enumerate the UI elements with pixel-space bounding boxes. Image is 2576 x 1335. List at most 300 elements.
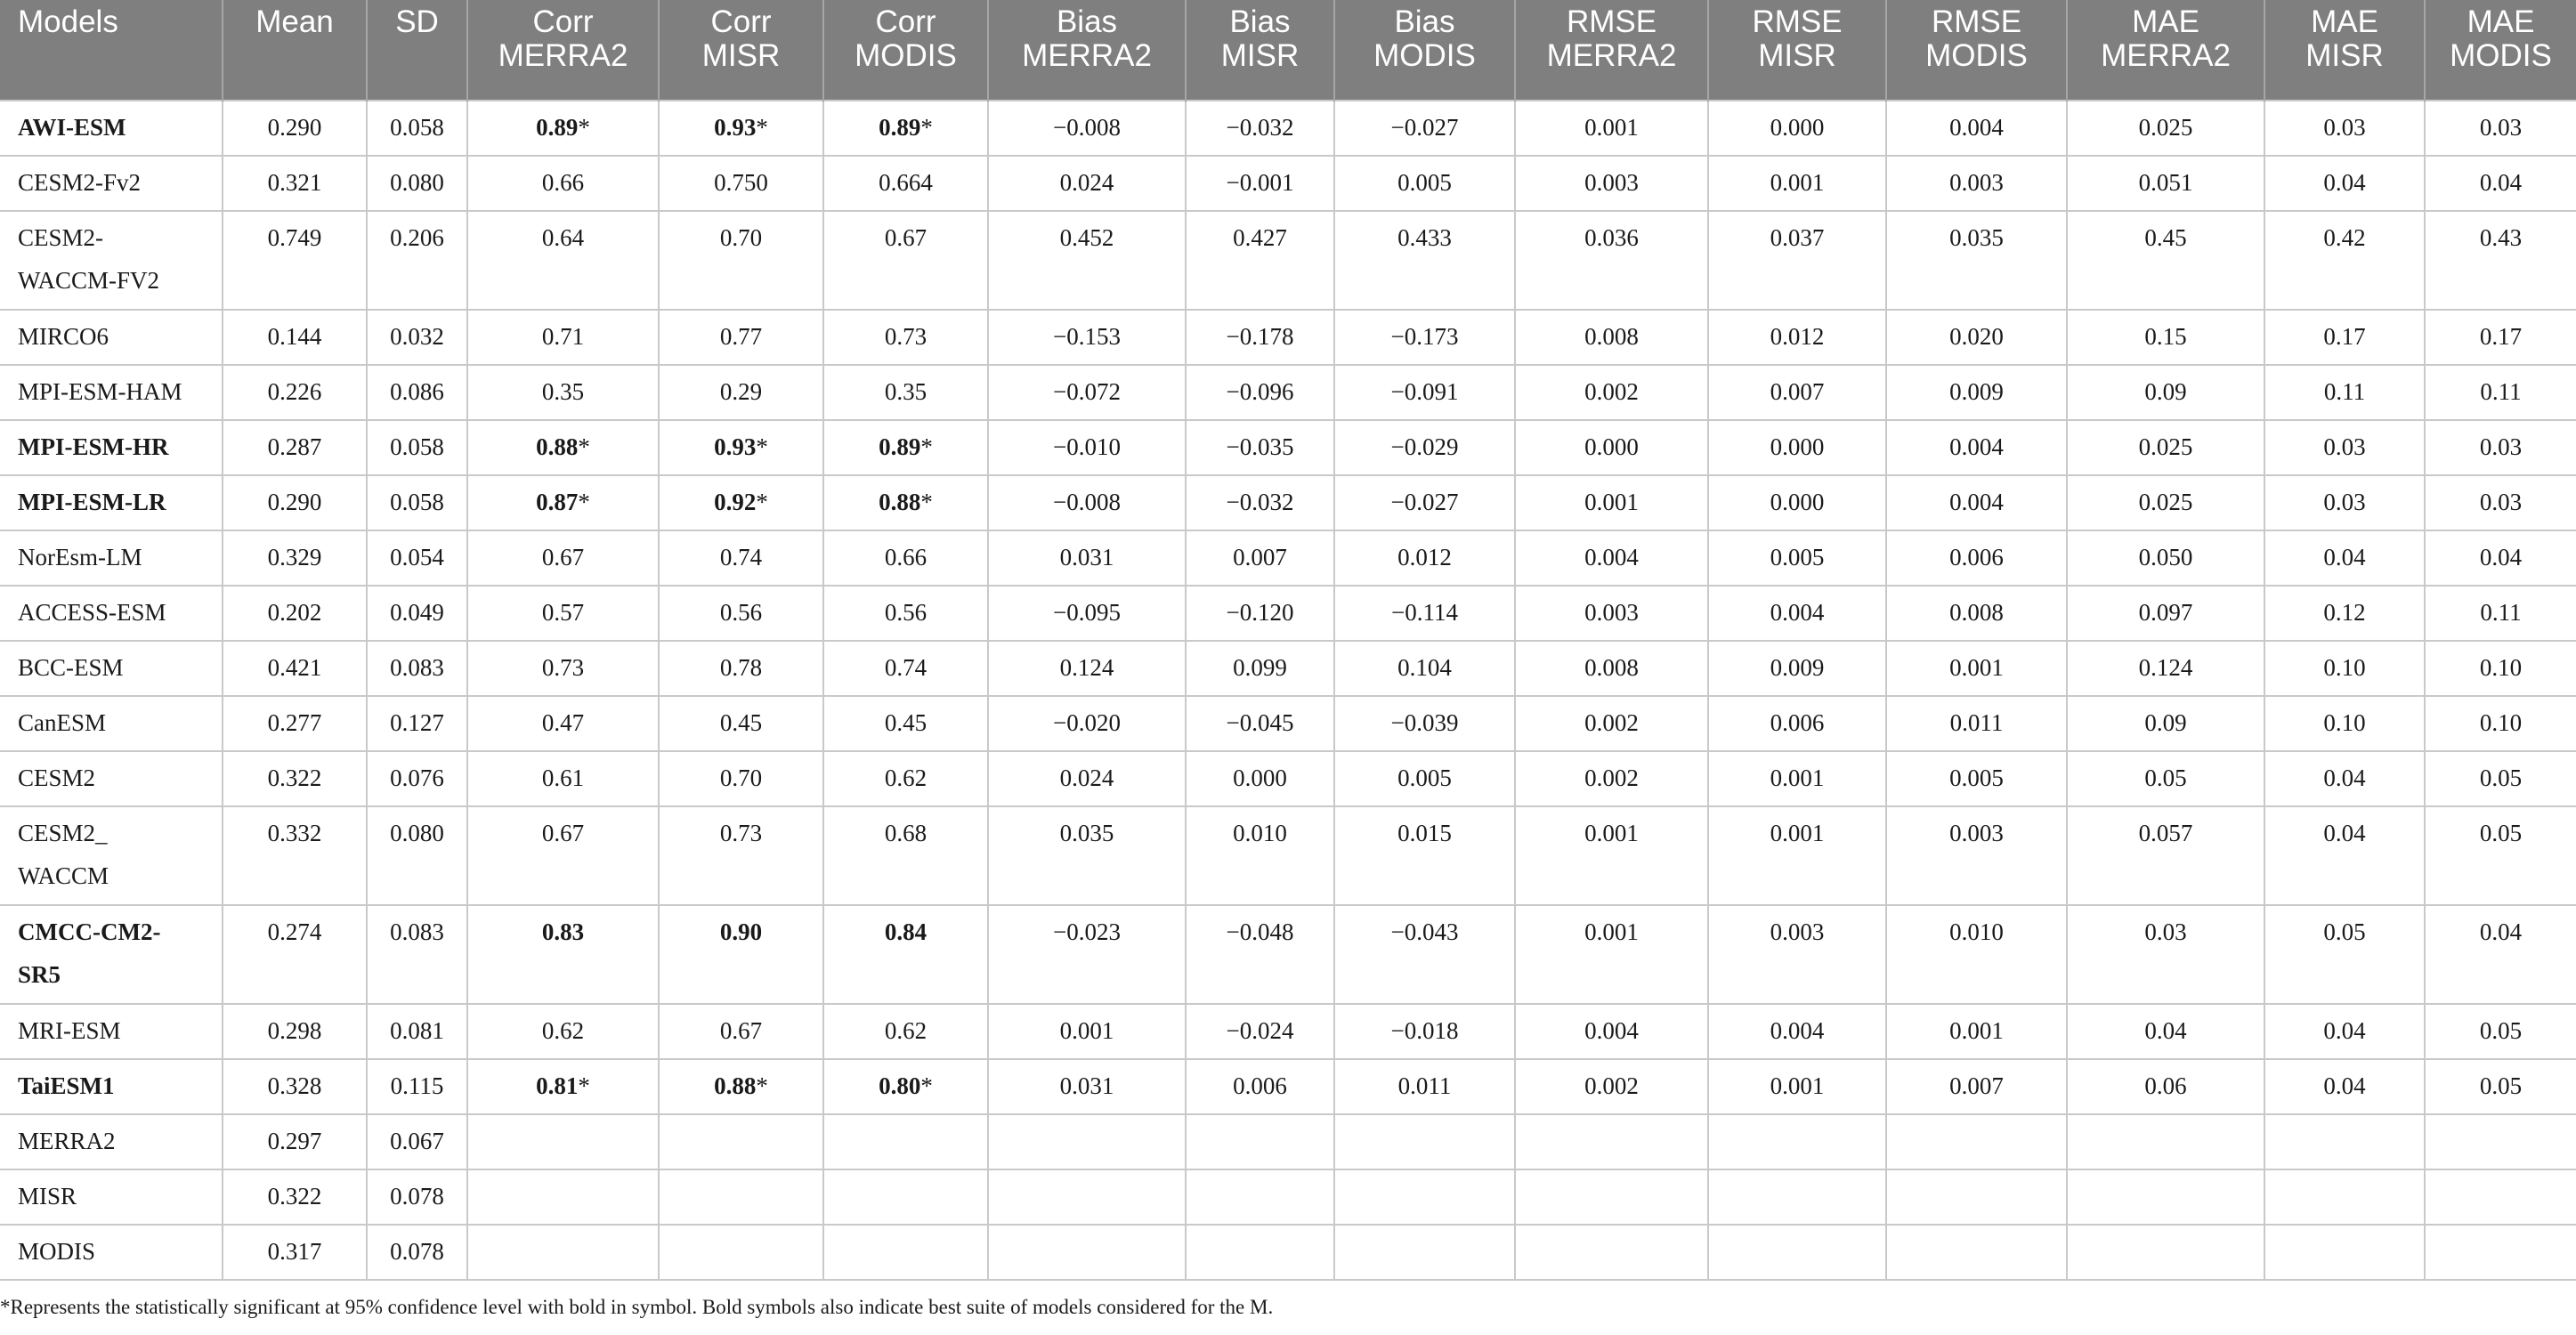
model-name-cell (0, 101, 223, 156)
value-cell (823, 101, 988, 156)
value-text: 0.88 (536, 433, 579, 460)
value-text: 0.74 (719, 544, 763, 570)
value-text: 0.004 (1949, 114, 2004, 141)
value-text: 0.004 (1949, 433, 2004, 460)
value-text: 0.421 (267, 654, 322, 681)
model-name-cell (0, 806, 223, 905)
significance-asterisk: * (756, 433, 768, 460)
value-text: 0.024 (1059, 169, 1114, 196)
value-cell (367, 1225, 467, 1280)
value-text: 0.008 (1584, 323, 1639, 350)
value-text: 0.66 (884, 544, 928, 570)
value-text: 0.61 (541, 765, 585, 791)
model-name: ACCESS-ESM (18, 599, 166, 626)
value-text: 0.45 (719, 709, 763, 736)
value-text: 0.09 (2144, 709, 2187, 736)
value-text: 0.03 (2323, 489, 2366, 515)
model-name-cell (0, 1004, 223, 1059)
value-cell (2425, 1059, 2576, 1114)
value-text: 0.001 (1584, 918, 1639, 945)
value-cell (223, 310, 367, 365)
value-cell (223, 365, 367, 420)
value-cell (1708, 530, 1886, 586)
value-cell (823, 310, 988, 365)
value-text: 0.81 (536, 1072, 579, 1099)
value-cell (467, 1059, 659, 1114)
value-text: 0.067 (390, 1128, 444, 1154)
value-cell (659, 586, 823, 641)
value-text: 0.025 (2138, 433, 2193, 460)
value-cell (1515, 1004, 1708, 1059)
value-cell (1186, 365, 1334, 420)
value-cell (2067, 530, 2264, 586)
value-cell (988, 751, 1186, 806)
value-text: 0.452 (1059, 224, 1114, 251)
column-header-line: MAE (2132, 4, 2199, 39)
value-text: 0.001 (1770, 765, 1825, 791)
value-text: −0.001 (1226, 169, 1294, 196)
value-text: 0.081 (390, 1017, 444, 1044)
value-text: −0.048 (1226, 918, 1294, 945)
table-row (0, 420, 2576, 475)
value-cell (2264, 1225, 2425, 1280)
value-text: 0.10 (2323, 709, 2366, 736)
value-text: 0.87 (536, 489, 579, 515)
value-cell (1515, 475, 1708, 530)
value-cell (1886, 1225, 2067, 1280)
value-cell (2425, 310, 2576, 365)
value-text: 0.11 (2480, 378, 2522, 405)
value-cell (2067, 310, 2264, 365)
value-cell (823, 641, 988, 696)
value-cell (1886, 211, 2067, 310)
value-text: 0.427 (1233, 224, 1287, 251)
value-text: 0.001 (1059, 1017, 1114, 1044)
value-cell (1186, 806, 1334, 905)
model-name: CESM2 (18, 765, 96, 791)
value-text: 0.322 (267, 765, 322, 791)
value-text: 0.058 (390, 489, 444, 515)
value-cell (2264, 310, 2425, 365)
value-text: −0.091 (1390, 378, 1459, 405)
value-cell (467, 365, 659, 420)
value-text: 0.04 (2479, 544, 2523, 570)
value-text: 0.104 (1397, 654, 1452, 681)
value-text: 0.328 (267, 1072, 322, 1099)
model-name-cell (0, 420, 223, 475)
value-text: 0.287 (267, 433, 322, 460)
value-cell (467, 530, 659, 586)
value-cell (1708, 1004, 1886, 1059)
value-text: 0.058 (390, 433, 444, 460)
value-cell (1186, 1225, 1334, 1280)
value-text: 0.92 (714, 489, 757, 515)
value-text: 0.078 (390, 1238, 444, 1265)
table-row (0, 1114, 2576, 1169)
value-cell (223, 1169, 367, 1225)
model-name: TaiESM1 (18, 1072, 115, 1099)
value-cell (1186, 310, 1334, 365)
value-cell (1886, 420, 2067, 475)
value-text: 0.011 (1397, 1072, 1452, 1099)
model-name-cell (0, 530, 223, 586)
value-text: 0.004 (1584, 1017, 1639, 1044)
significance-asterisk: * (578, 433, 590, 460)
value-text: 0.003 (1584, 599, 1639, 626)
value-text: 0.057 (2138, 820, 2193, 846)
value-cell (367, 530, 467, 586)
value-cell (1708, 475, 1886, 530)
value-text: 0.77 (719, 323, 763, 350)
value-text: 0.124 (1059, 654, 1114, 681)
value-cell (2067, 156, 2264, 211)
model-name: CESM2-Fv2 (18, 169, 142, 196)
value-cell (1515, 1225, 1708, 1280)
column-header-line: RMSE (1566, 4, 1657, 39)
column-header-line: MISR (1220, 38, 1300, 73)
value-text: 0.004 (1584, 544, 1639, 570)
value-cell (1186, 1169, 1334, 1225)
value-cell (367, 475, 467, 530)
value-cell (988, 475, 1186, 530)
column-header-line: RMSE (1752, 4, 1843, 39)
value-text: 0.67 (541, 820, 585, 846)
value-cell (1334, 211, 1515, 310)
value-text: −0.008 (1053, 114, 1121, 141)
header-row (0, 0, 2576, 101)
value-text: 0.73 (719, 820, 763, 846)
value-cell (2425, 365, 2576, 420)
value-cell (2264, 1059, 2425, 1114)
value-text: −0.072 (1053, 378, 1121, 405)
value-text: 0.05 (2479, 1017, 2523, 1044)
value-cell (467, 806, 659, 905)
value-cell (1515, 905, 1708, 1004)
value-cell (1334, 1225, 1515, 1280)
value-text: 0.005 (1397, 169, 1452, 196)
value-cell (467, 101, 659, 156)
value-cell (659, 530, 823, 586)
value-text: 0.008 (1584, 654, 1639, 681)
value-cell (2067, 586, 2264, 641)
table-row (0, 310, 2576, 365)
value-cell (367, 310, 467, 365)
value-text: 0.62 (884, 765, 928, 791)
value-cell (1186, 641, 1334, 696)
value-text: 0.03 (2479, 433, 2523, 460)
value-cell (367, 586, 467, 641)
column-header-line: MISR (1758, 38, 1836, 73)
value-text: 0.009 (1770, 654, 1825, 681)
value-text: 0.006 (1770, 709, 1825, 736)
value-text: 0.050 (2138, 544, 2193, 570)
value-cell (2067, 751, 2264, 806)
value-cell (823, 365, 988, 420)
value-text: 0.12 (2323, 599, 2366, 626)
model-name: MISR (18, 1183, 77, 1210)
value-cell (2067, 1059, 2264, 1114)
value-cell (1515, 365, 1708, 420)
value-text: 0.433 (1397, 224, 1452, 251)
column-header-line: MERRA2 (2101, 38, 2231, 73)
value-cell (1708, 905, 1886, 1004)
value-text: 0.47 (541, 709, 585, 736)
value-cell (988, 1169, 1186, 1225)
value-text: 0.083 (390, 654, 444, 681)
value-text: 0.006 (1233, 1072, 1287, 1099)
value-cell (1708, 420, 1886, 475)
value-cell (2425, 156, 2576, 211)
value-cell (1886, 101, 2067, 156)
value-cell (2067, 101, 2264, 156)
table-row (0, 475, 2576, 530)
value-cell (2425, 211, 2576, 310)
value-text: 0.001 (1770, 1072, 1825, 1099)
value-cell (1886, 905, 2067, 1004)
value-cell (988, 530, 1186, 586)
value-text: 0.04 (2323, 765, 2366, 791)
value-cell (823, 1225, 988, 1280)
column-header-line: Corr (875, 4, 936, 39)
value-text: 0.45 (884, 709, 928, 736)
value-cell (823, 475, 988, 530)
value-text: 0.297 (267, 1128, 322, 1154)
value-cell (1886, 806, 2067, 905)
value-text: 0.10 (2479, 654, 2523, 681)
value-cell (2425, 101, 2576, 156)
value-cell (223, 530, 367, 586)
value-cell (1708, 1169, 1886, 1225)
value-text: −0.027 (1390, 114, 1459, 141)
value-text: 0.17 (2479, 323, 2523, 350)
value-text: 0.202 (267, 599, 322, 626)
column-header-line: MODIS (855, 38, 957, 73)
column-header (0, 0, 223, 101)
value-cell (2067, 211, 2264, 310)
value-cell (1886, 696, 2067, 751)
value-cell (988, 211, 1186, 310)
value-text: 0.032 (390, 323, 444, 350)
value-text: 0.329 (267, 544, 322, 570)
value-text: −0.032 (1226, 489, 1294, 515)
table-row (0, 806, 2576, 905)
significance-asterisk: * (578, 1072, 590, 1099)
value-text: 0.04 (2479, 918, 2523, 945)
value-text: 0.09 (2144, 378, 2187, 405)
model-name-cell (0, 905, 223, 1004)
value-text: 0.15 (2144, 323, 2187, 350)
value-text: 0.66 (541, 169, 585, 196)
value-cell (2067, 1114, 2264, 1169)
value-cell (1186, 1004, 1334, 1059)
value-cell (467, 420, 659, 475)
value-cell (2425, 806, 2576, 905)
significance-asterisk: * (578, 114, 590, 141)
model-name-line: CESM2_ (18, 820, 108, 846)
significance-asterisk: * (756, 1072, 768, 1099)
value-text: 0.04 (2323, 169, 2366, 196)
value-text: 0.080 (390, 820, 444, 846)
value-text: 0.83 (541, 918, 585, 945)
value-cell (1334, 310, 1515, 365)
column-header (1708, 0, 1886, 101)
value-cell (223, 101, 367, 156)
value-text: 0.054 (390, 544, 444, 570)
value-text: 0.002 (1584, 765, 1639, 791)
value-text: 0.031 (1059, 544, 1114, 570)
model-name-cell (0, 1225, 223, 1280)
value-text: 0.322 (267, 1183, 322, 1210)
value-cell (2425, 530, 2576, 586)
column-header (1186, 0, 1334, 101)
value-text: −0.027 (1390, 489, 1459, 515)
value-text: 0.03 (2323, 433, 2366, 460)
value-text: 0.90 (719, 918, 763, 945)
value-cell (1886, 156, 2067, 211)
column-header-line: Corr (710, 4, 772, 39)
model-name-cell (0, 156, 223, 211)
significance-asterisk: * (578, 489, 590, 515)
value-cell (223, 751, 367, 806)
table-row (0, 1004, 2576, 1059)
significance-asterisk: * (920, 433, 933, 460)
value-text: 0.04 (2323, 544, 2366, 570)
value-cell (659, 641, 823, 696)
value-text: 0.70 (719, 765, 763, 791)
value-cell (1515, 641, 1708, 696)
value-cell (2425, 905, 2576, 1004)
value-cell (2425, 1004, 2576, 1059)
value-text: 0.015 (1397, 820, 1452, 846)
value-cell (2067, 420, 2264, 475)
table-row (0, 101, 2576, 156)
value-cell (367, 211, 467, 310)
value-text: 0.003 (1584, 169, 1639, 196)
table-row (0, 1059, 2576, 1114)
value-cell (1334, 530, 1515, 586)
value-cell (1708, 1059, 1886, 1114)
value-cell (988, 806, 1186, 905)
value-cell (2067, 1225, 2264, 1280)
value-text: 0.000 (1584, 433, 1639, 460)
value-text: 0.001 (1770, 820, 1825, 846)
value-cell (467, 211, 659, 310)
value-cell (1515, 1059, 1708, 1114)
value-cell (2425, 1169, 2576, 1225)
value-cell (2067, 475, 2264, 530)
table-row (0, 586, 2576, 641)
value-text: 0.058 (390, 114, 444, 141)
value-cell (659, 1004, 823, 1059)
model-name-line: SR5 (18, 961, 61, 988)
value-text: 0.035 (1059, 820, 1114, 846)
column-header-line: MISR (2305, 38, 2384, 73)
value-cell (467, 1004, 659, 1059)
column-header-line: MISR (701, 38, 781, 73)
value-cell (1515, 696, 1708, 751)
model-name-cell (0, 696, 223, 751)
value-text: 0.031 (1059, 1072, 1114, 1099)
value-text: 0.004 (1770, 1017, 1825, 1044)
value-cell (823, 211, 988, 310)
value-text: 0.56 (719, 599, 763, 626)
value-text: 0.009 (1949, 378, 2004, 405)
value-cell (367, 1059, 467, 1114)
value-text: 0.005 (1397, 765, 1452, 791)
table-body (0, 101, 2576, 1280)
value-text: 0.67 (541, 544, 585, 570)
value-cell (2264, 475, 2425, 530)
value-text: −0.018 (1390, 1017, 1459, 1044)
value-cell (223, 1114, 367, 1169)
value-cell (1708, 156, 1886, 211)
table-row (0, 905, 2576, 1004)
value-text: 0.099 (1233, 654, 1287, 681)
column-header (659, 0, 823, 101)
value-cell (1186, 696, 1334, 751)
value-cell (1515, 101, 1708, 156)
value-cell (2264, 365, 2425, 420)
value-cell (467, 1169, 659, 1225)
column-header-line: MERRA2 (1546, 38, 1677, 73)
value-text: 0.083 (390, 918, 444, 945)
column-header (2425, 0, 2576, 101)
column-header-line: MODIS (1373, 38, 1476, 73)
value-cell (1886, 310, 2067, 365)
column-header-line: MERRA2 (498, 38, 628, 73)
value-cell (659, 1114, 823, 1169)
value-cell (1186, 751, 1334, 806)
value-cell (467, 475, 659, 530)
value-cell (1334, 475, 1515, 530)
value-cell (467, 641, 659, 696)
value-cell (223, 586, 367, 641)
value-cell (1708, 806, 1886, 905)
value-text: 0.002 (1584, 378, 1639, 405)
value-text: −0.020 (1053, 709, 1121, 736)
model-name-line: CESM2- (18, 224, 104, 251)
value-cell (1186, 211, 1334, 310)
value-cell (659, 1169, 823, 1225)
value-text: −0.008 (1053, 489, 1121, 515)
column-header (1886, 0, 2067, 101)
value-text: 0.750 (714, 169, 768, 196)
value-cell (2425, 696, 2576, 751)
value-cell (2425, 751, 2576, 806)
value-cell (2264, 420, 2425, 475)
value-cell (367, 156, 467, 211)
value-text: −0.032 (1226, 114, 1294, 141)
value-text: −0.178 (1226, 323, 1294, 350)
value-cell (988, 101, 1186, 156)
value-cell (1186, 905, 1334, 1004)
value-cell (1708, 1114, 1886, 1169)
value-cell (659, 101, 823, 156)
value-text: 0.62 (884, 1017, 928, 1044)
model-name: MPI-ESM-HAM (18, 378, 182, 405)
significance-asterisk: * (756, 489, 768, 515)
column-header-line: Models (18, 4, 118, 39)
value-cell (1886, 365, 2067, 420)
model-name-cell (0, 1114, 223, 1169)
value-text: 0.89 (536, 114, 579, 141)
value-text: 0.29 (719, 378, 763, 405)
value-text: 0.003 (1770, 918, 1825, 945)
value-text: 0.024 (1059, 765, 1114, 791)
value-text: 0.04 (2323, 820, 2366, 846)
value-cell (223, 211, 367, 310)
value-cell (659, 365, 823, 420)
